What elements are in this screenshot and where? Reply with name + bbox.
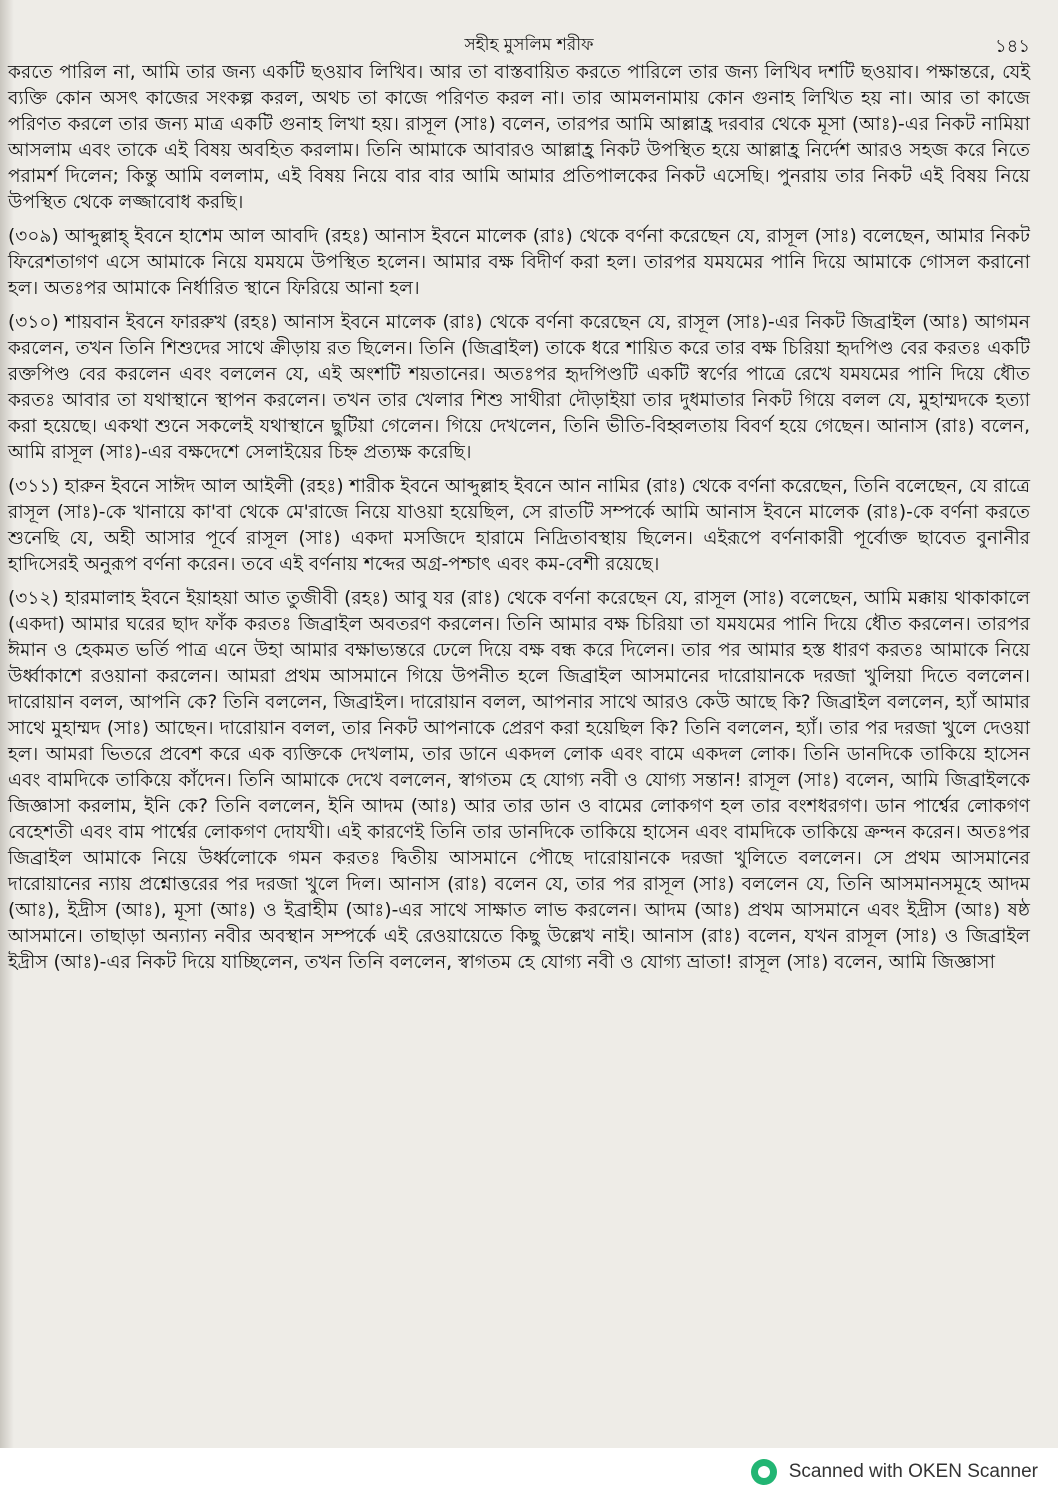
- hadith-309: (৩০৯) আব্দুল্লাহ্ ইবনে হাশেম আল আবদি (রহঃ) আনাস ইবনে মালেক (রাঃ) থেকে বর্ণনা করেছেন যে, রাসূল (সাঃ) বলেছেন, আমার নিকট ফিরেশতাগণ এসে আমাকে নিয়ে যমযমে উপস্থিত হলেন। আমার বক্ষ বিদীর্ণ করা হল। তারপর যমযমের পানি দিয়ে আমাকে গোসল করানো হল। অতঃপর আমাকে নির্ধারিত স্থানে ফিরিয়ে আনা হল।: [8, 226, 1030, 299]
- book-title: সহীহ মুসলিম শরীফ: [464, 35, 594, 55]
- oken-scanner-logo-icon: [751, 1459, 777, 1485]
- scanner-watermark: [751, 1458, 1038, 1486]
- hadith-311: (৩১১) হারুন ইবনে সাঈদ আল আইলী (রহঃ) শারীক ইবনে আব্দুল্লাহ ইবনে আন নামির (রাঃ) থেকে বর্ণনা করেছেন, তিনি বলেছেন, যে রাত্রে রাসূল (সাঃ)-কে খানায়ে কা'বা থেকে মে'রাজে নিয়ে যাওয়া হয়েছিল, সে রাতটি সম্পর্কে আমি আনাস ইবনে মালেক (রাঃ)-কে বর্ণনা করতে শুনেছি যে, অহী আসার পূর্বে রাসূল (সাঃ) একদা মসজিদে হারামে নিদ্রিতাবস্থায় ছিলেন। এইরূপে বর্ণনাকারী পূর্বোক্ত ছাবেত বুনানীর হাদিসেরই অনুরূপ বর্ণনা করেন। তবে এই বর্ণনায় শব্দের অগ্র-পশ্চাৎ এবং কম-বেশী রয়েছে।: [8, 476, 1030, 575]
- page-header: [0, 32, 1058, 58]
- hadith-310: (৩১০) শায়বান ইবনে ফাররুখ (রহঃ) আনাস ইবনে মালেক (রাঃ) থেকে বর্ণনা করেছেন যে, রাসূল (সাঃ)-এর নিকট জিব্রাইল (আঃ) আগমন করলেন, তখন তিনি শিশুদের সাথে ক্রীড়ায় রত ছিলেন। তিনি (জিব্রাইল) তাকে ধরে শায়িত করে তার বক্ষ চিরিয়া হৃদপিণ্ড বের করতঃ একটি রক্তপিণ্ড বের করলেন এবং বললেন যে, এই অংশটি শয়তানের। অতঃপর হৃদপিণ্ডটি একটি স্বর্ণের পাত্রে রেখে যমযমের পানি দিয়ে ধৌত করতঃ আবার তা যথাস্থানে স্থাপন করলেন। তখন তার খেলার শিশু সাথীরা দৌড়াইয়া তার দুধমাতার নিকট গিয়ে বলল যে, মুহাম্মদকে হত্যা করা হয়েছে। একথা শুনে সকলেই যথাস্থানে ছুটিয়া গেলেন। গিয়ে দেখলেন, তিনি ভীতি-বিহ্বলতায় বিবর্ণ হয়ে গেছেন। আনাস (রাঃ) বলেন, আমি রাসূল (সাঃ)-এর বক্ষদেশে সেলাইয়ের চিহ্ন প্রত্যক্ষ করেছি।: [8, 312, 1030, 463]
- page-number: ১৪১: [994, 36, 1030, 57]
- body-text: [8, 60, 1030, 984]
- hadith-312: (৩১২) হারমালাহ ইবনে ইয়াহয়া আত তুজীবী (রহঃ) আবু যর (রাঃ) থেকে বর্ণনা করেছেন যে, রাসূল (সাঃ) বলেছেন, আমি মক্কায় থাকাকালে (একদা) আমার ঘরের ছাদ ফাঁক করতঃ জিব্রাইল অবতরণ করলেন। তিনি আমার বক্ষ চিরিয়া তা যমযমের পানি দিয়ে ধৌত করলেন। তারপর ঈমান ও হেকমত ভর্তি পাত্র এনে উহা আমার বক্ষাভ্যন্তরে ঢেলে দিয়ে বক্ষ বন্ধ করে দিলেন। তার পর আমার হস্ত ধারণ করতঃ আমাকে নিয়ে উর্ধ্বাকাশে রওয়ানা করলেন। আমরা প্রথম আসমানে গিয়ে উপনীত হলে জিব্রাইল আসমানের দারোয়ানকে দরজা খুলিয়া দিতে বললেন। দারোয়ান বলল, আপনি কে? তিনি বললেন, জিব্রাইল। দারোয়ান বলল, আপনার সাথে আরও কেউ আছে কি? জিব্রাইল বললেন, হ্যাঁ আমার সাথে মুহাম্মদ (সাঃ) আছেন। দারোয়ান বলল, তার নিকট আপনাকে প্রেরণ করা হয়েছিল কি? তিনি বললেন, হ্যাঁ। তার পর দরজা খুলে দেওয়া হল। আমরা ভিতরে প্রবেশ করে এক ব্যক্তিকে দেখলাম, তার ডানে একদল লোক এবং বামে একদল লোক। তিনি ডানদিকে তাকিয়ে হাসেন এবং বামদিকে তাকিয়ে কাঁদেন। তিনি আমাকে দেখে বললেন, স্বাগতম হে যোগ্য নবী ও যোগ্য সন্তান! রাসূল (সাঃ) বলেন, আমি জিব্রাইলকে জিজ্ঞাসা করলাম, ইনি কে? তিনি বললেন, ইনি আদম (আঃ) আর তার ডান ও বামের লোকগণ হল তার বংশধরগণ। ডান পার্শ্বের লোকগণ বেহেশতী এবং বাম পার্শ্বের লোকগণ দোযখী। এই কারণেই তিনি তার ডানদিকে তাকিয়ে হাসেন এবং বামদিকে তাকিয়ে ক্রন্দন করেন। অতঃপর জিব্রাইল আমাকে নিয়ে উর্ধ্বলোকে গমন করতঃ দ্বিতীয় আসমানে পৌছে দারোয়ানকে দরজা খুলিতে বললেন। সে প্রথম আসমানের দারোয়ানের ন্যায় প্রশ্নোত্তরের পর দরজা খুলে দিল। আনাস (রাঃ) বলেন যে, তার পর রাসূল (সাঃ) বললেন যে, তিনি আসমানসমূহে আদম (আঃ), ইদ্রীস (আঃ), মূসা (আঃ) ও ইব্রাহীম (আঃ)-এর সাথে সাক্ষাত লাভ করলেন। আদম (আঃ) প্রথম আসমানে এবং ইদ্রীস (আঃ) ষষ্ঠ আসমানে। তাছাড়া অন্যান্য নবীর অবস্থান সম্পর্কে এই রেওয়ায়েতে কিছু উল্লেখ নাই। আনাস (রাঃ) বলেন, যখন রাসূল (সাঃ) ও জিব্রাইল ইদ্রীস (আঃ)-এর নিকট দিয়ে যাচ্ছিলেন, তখন তিনি বললেন, স্বাগতম হে যোগ্য নবী ও যোগ্য ভ্রাতা! রাসূল (সাঃ) বলেন, আমি জিজ্ঞাসা: [8, 588, 1030, 973]
- scanner-watermark-text: Scanned with OKEN Scanner: [788, 1461, 1038, 1482]
- paragraph-continuation: করতে পারিল না, আমি তার জন্য একটি ছওয়াব লিখিব। আর তা বাস্তবায়িত করতে পারিলে তার জন্য লিখিব দশটি ছওয়াব। পক্ষান্তরে, যেই ব্যক্তি কোন অসৎ কাজের সংকল্প করল, অথচ তা কাজে পরিণত করল না। তার আমলনামায় কোন গুনাহ লিখিত হয় না। আর তা কাজে পরিণত করলে তার জন্য মাত্র একটি গুনাহ লিখা হয়। রাসূল (সাঃ) বলেন, তারপর আমি আল্লাহ্র দরবার থেকে মূসা (আঃ)-এর নিকট নামিয়া আসলাম এবং তাকে এই বিষয় অবহিত করলাম। তিনি আমাকে আবারও আল্লাহ্র নিকট উপস্থিত হয়ে আল্লাহ্র নির্দেশ আরও সহজ করে নিতে পরামর্শ দিলেন; কিন্তু আমি বললাম, এই বিষয় নিয়ে বার বার আমি আমার প্রতিপালকের নিকট এসেছি। পুনরায় তার নিকট এই বিষয় নিয়ে উপস্থিত থেকে লজ্জাবোধ করছি।: [8, 62, 1030, 213]
- scanner-footer: [0, 1448, 1058, 1497]
